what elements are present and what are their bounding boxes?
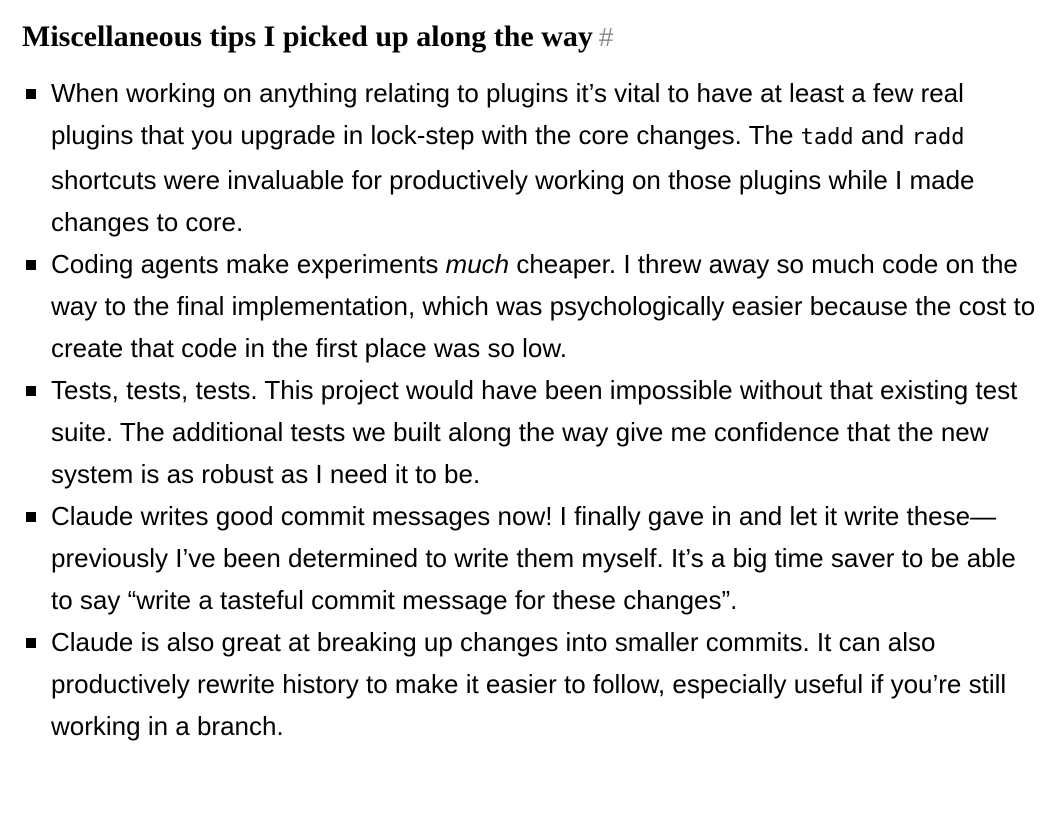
tip-text: shortcuts were invaluable for productively working on those plugins while I made changes to core. <box>51 165 975 237</box>
list-item <box>22 369 1038 495</box>
emphasis-text: much <box>445 249 510 279</box>
section-heading <box>22 18 1038 56</box>
bullet-icon <box>26 638 36 648</box>
tip-text: Claude writes good commit messages now! I finally gave in and let it write these—previously I’ve been determined to write them myself. It’s a big time saver to be able to say “write a tasteful commit message for these changes”. <box>51 501 1016 615</box>
inline-code: radd <box>911 125 965 150</box>
heading-title: Miscellaneous tips I picked up along the way <box>22 20 593 53</box>
tip-text: cheaper. I threw away so much code on the way to the final implementation, which was psychologically easier because the cost to create that code in the first place was so low. <box>51 249 1036 363</box>
inline-code: tadd <box>800 125 854 150</box>
bullet-icon <box>26 512 36 522</box>
tips-list <box>22 72 1038 747</box>
bullet-icon <box>26 89 36 99</box>
list-item <box>22 72 1038 243</box>
tip-text: Tests, tests, tests. This project would have been impossible without that existing test suite. The additional tests we built along the way give me confidence that the new system is as robust as I need it to be. <box>51 375 1018 489</box>
bullet-icon <box>26 386 36 396</box>
article-section <box>0 18 1060 747</box>
heading-anchor-link[interactable]: # <box>598 22 614 52</box>
bullet-icon <box>26 260 36 270</box>
tip-text: When working on anything relating to plugins it’s vital to have at least a few real plugins that you upgrade in lock-step with the core changes. The <box>51 78 964 150</box>
tip-text: and <box>853 120 912 150</box>
list-item <box>22 243 1038 369</box>
tip-text: Claude is also great at breaking up changes into smaller commits. It can also productively rewrite history to make it easier to follow, especially useful if you’re still working in a branch. <box>51 627 1007 741</box>
list-item <box>22 495 1038 621</box>
list-item <box>22 621 1038 747</box>
tip-text: Coding agents make experiments <box>51 249 446 279</box>
